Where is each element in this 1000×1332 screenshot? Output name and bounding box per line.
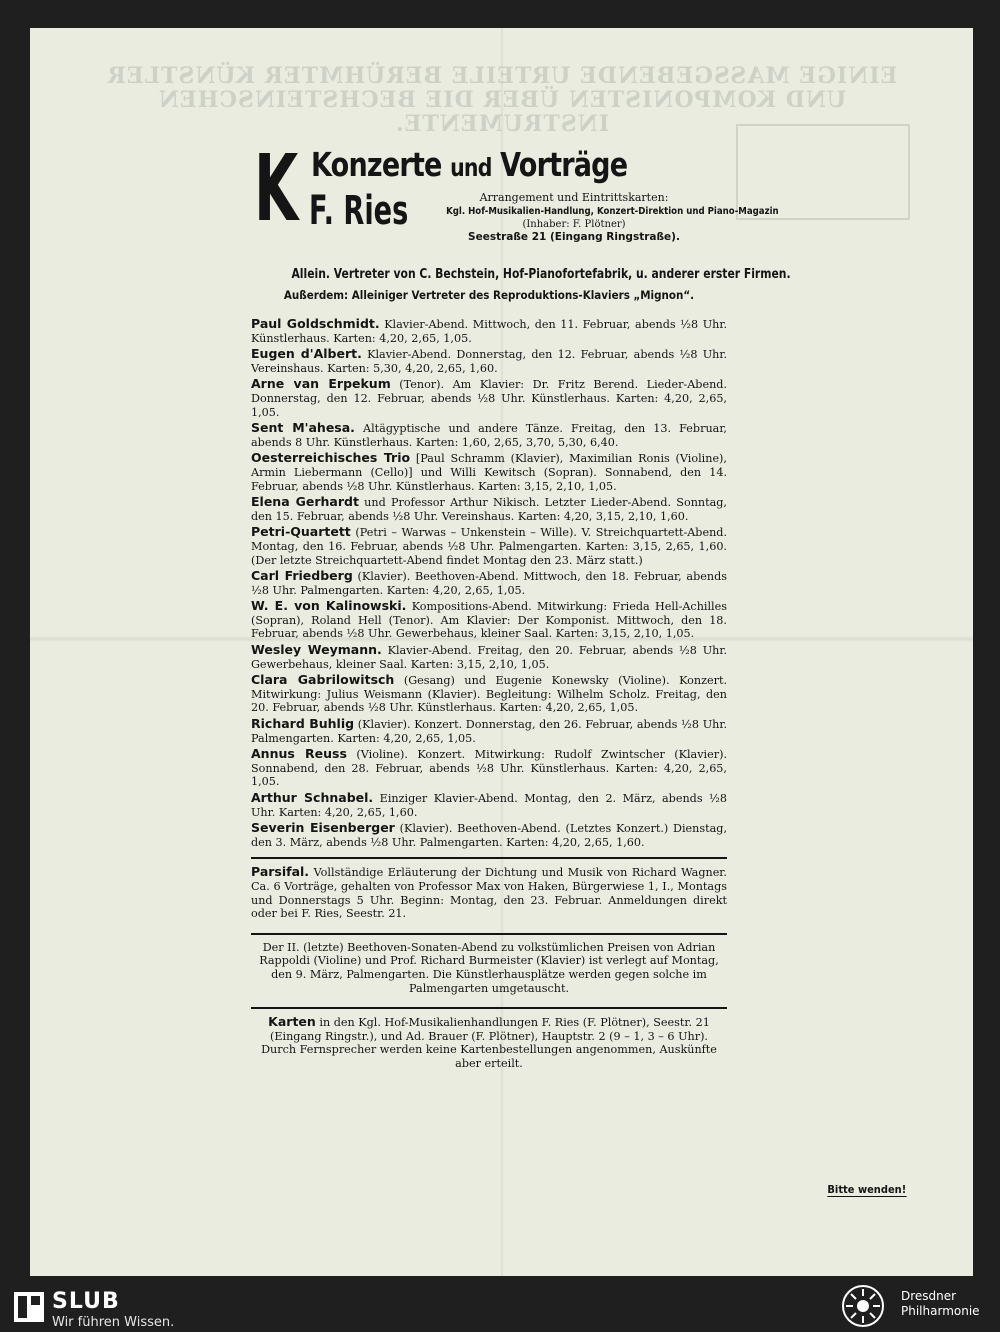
footer-bar — [0, 1276, 1000, 1332]
event-name: Oesterreichisches Trio — [251, 450, 411, 466]
event-entry — [251, 317, 727, 345]
event-entry — [251, 791, 727, 819]
title-und: und — [450, 153, 492, 182]
event-text: (Klavier). Konzert. Donnerstag, den 26. Februar, abends ½8 Uhr. Palmengarten. Karten: 4,20, 2,65, 1,05. — [251, 718, 727, 745]
event-entry — [251, 421, 727, 449]
event-entry — [251, 643, 727, 671]
slub-logo-icon — [14, 1292, 44, 1322]
document-page — [30, 28, 973, 1276]
firm-name: F. Ries — [309, 188, 409, 234]
title-konzerte: Konzerte — [311, 145, 442, 184]
title-vortraege: Vorträge — [500, 145, 628, 184]
slub-name: SLUB — [52, 1289, 120, 1314]
divider — [251, 1007, 727, 1009]
philharmonie-name — [901, 1289, 980, 1319]
event-entry — [251, 451, 727, 493]
event-entry — [251, 673, 727, 715]
event-entry — [251, 821, 727, 849]
event-name: Sent M'ahesa. — [251, 420, 355, 436]
event-name: Petri-Quartett — [251, 524, 351, 540]
event-entry — [251, 717, 727, 745]
ausserdem-line: Außerdem: Alleiniger Vertreter des Reproduktions-Klaviers „Mignon“. — [283, 288, 695, 302]
karten-text: in den Kgl. Hof-Musikalienhandlungen F. Ries (F. Plötner), Seestr. 21 (Eingang Ringstr.), und Ad. Brauer (F. Plötner), Hauptstr. 2 (9 – 1, 3 – 6 Uhr). Durch Fernsprecher werden keine Kartenbestellungen angenommen, Auskünfte aber erteilt. — [261, 1016, 717, 1070]
bitte-wenden-note: Bitte wenden! — [827, 1183, 907, 1196]
main-column — [251, 135, 791, 1071]
philharmonie-line2: Philharmonie — [901, 1304, 980, 1318]
address-line: Seestraße 21 (Eingang Ringstraße). — [468, 231, 680, 243]
divider — [251, 857, 727, 859]
parsifal-notice — [251, 865, 727, 920]
page-title — [311, 145, 627, 188]
event-entry — [251, 495, 727, 523]
event-name: Eugen d'Albert. — [251, 346, 362, 362]
philharmonie-line1: Dresdner — [901, 1289, 957, 1303]
event-entry — [251, 747, 727, 789]
event-name: Elena Gerhardt — [251, 494, 359, 510]
event-text: (Violine). Konzert. Mitwirkung: Rudolf Zwintscher (Klavier). Sonnabend, den 28. Februar, abends ½8 Uhr. Künstlerhaus. Karten: 4,20, 2,65, 1,05. — [251, 748, 728, 789]
letterhead — [251, 135, 779, 273]
vertreter-line: Allein. Vertreter von C. Bechstein, Hof-Pianofortefabrik, u. anderer erster Firmen. — [291, 267, 791, 282]
event-text: Klavier-Abend. Mittwoch, den 11. Februar, abends ½8 Uhr. Künstlerhaus. Karten: 4,20, 2,65, 1,05. — [251, 318, 728, 345]
event-name: Severin Eisenberger — [251, 820, 395, 836]
event-text: Klavier-Abend. Freitag, den 20. Februar, abends ½8 Uhr. Gewerbehaus, kleiner Saal. Karten: 3,15, 2,10, 1,05. — [251, 644, 728, 671]
show-through-headline: EINIGE MASSGEBENDE URTEILE BERÜHMTER KÜNSTLER UND KOMPONISTEN ÜBER DIE BECHSTEINSCHEN INSTRUMENTE. — [106, 63, 898, 137]
event-name: Richard Buhlig — [251, 716, 355, 732]
event-entry — [251, 377, 727, 419]
event-name: Annus Reuss — [251, 746, 347, 762]
divider — [251, 933, 727, 935]
event-text: Klavier-Abend. Donnerstag, den 12. Februar, abends ½8 Uhr. Vereinshaus. Karten: 5,30, 4,20, 2,65, 1,60. — [251, 348, 727, 375]
event-text: (Petri – Warwas – Unkenstein – Wille). V. Streichquartett-Abend. Montag, den 16. Februar, abends ½8 Uhr. Palmengarten. Karten: 3,15, 2,65, 1,60. (Der letzte Streichquartett-Abend findet Montag den 23. März statt.) — [251, 526, 728, 567]
arrangement-line: Arrangement und Eintrittskarten: — [479, 191, 669, 204]
big-initial: K — [254, 135, 297, 242]
event-name: Arne van Erpekum — [251, 376, 391, 392]
parsifal-name: Parsifal. — [251, 864, 310, 880]
event-entry — [251, 569, 727, 597]
parsifal-text: Vollständige Erläuterung der Dichtung und Musik von Richard Wagner. Ca. 6 Vorträge, gehalten von Professor Max von Haken, Bürgerwiese 1, I., Montags und Donnerstags 5 Uhr. Beginn: Montag, den 23. Februar. Anmeldungen direkt oder bei F. Ries, Seestr. 21. — [251, 866, 727, 921]
event-text: Altägyptische und andere Tänze. Freitag, den 13. Februar, abends 8 Uhr. Künstlerhaus. Karten: 1,60, 2,65, 3,70, 5,30, 6,40. — [251, 422, 727, 449]
sonaten-notice: Der II. (letzte) Beethoven-Sonaten-Abend zu volkstümlichen Preisen von Adrian Rappoldi (Violine) und Prof. Richard Burmeister (Klavier) ist verlegt auf Montag, den 9. März, Palmengarten. Die Künstlerhausplätze werden gegen solche im Palmengarten umgetauscht. — [259, 940, 719, 995]
event-text: (Tenor). Am Klavier: Dr. Fritz Berend. Lieder-Abend. Donnerstag, den 12. Februar, abends ½8 Uhr. Künstlerhaus. Karten: 4,20, 2,65, 1,05. — [251, 378, 727, 419]
karten-notice — [251, 1015, 727, 1070]
event-entry — [251, 347, 727, 375]
event-entry — [251, 525, 727, 567]
event-text: (Gesang) und Eugenie Konewsky (Violine). Konzert. Mitwirkung: Julius Weismann (Klavier). Begleitung: Wilhelm Scholz. Freitag, den 20. Februar, abends ½8 Uhr. Künstlerhaus. Karten: 4,20, 2,65, 1,05. — [251, 674, 727, 715]
event-text: (Klavier). Beethoven-Abend. Mittwoch, den 18. Februar, abends ½8 Uhr. Palmengarten. Karten: 4,20, 2,65, 1,05. — [251, 570, 727, 597]
event-text: [Paul Schramm (Klavier), Maximilian Ronis (Violine), Armin Liebermann (Cello)] und Willi Kewitsch (Sopran). Sonnabend, den 14. Februar, abends ½8 Uhr. Künstlerhaus. Karten: 3,15, 2,10, 1,05. — [251, 452, 727, 493]
slub-tagline: Wir führen Wissen. — [52, 1315, 175, 1330]
event-name: Arthur Schnabel. — [251, 790, 374, 805]
firm-info — [419, 191, 779, 244]
event-text: und Professor Arthur Nikisch. Letzter Lieder-Abend. Sonntag, den 15. Februar, abends ½8 Uhr. Vereinshaus. Karten: 4,20, 3,15, 2,10, 1,60. — [251, 496, 727, 523]
event-text: Kompositions-Abend. Mitwirkung: Frieda Hell-Achilles (Sopran), Roland Hell (Tenor). Am Klavier: Der Komponist. Mittwoch, den 18. Februar, abends ½8 Uhr. Gewerbehaus, kleiner Saal. Karten: 3,15, 2,10, 1,05. — [251, 600, 727, 641]
event-name: Carl Friedberg — [251, 568, 353, 584]
event-name: Wesley Weymann. — [251, 642, 382, 658]
hof-line: Kgl. Hof-Musikalien-Handlung, Konzert-Direktion und Piano-Magazin — [446, 206, 779, 217]
philharmonie-logo-icon — [842, 1285, 884, 1327]
inhaber-line: (Inhaber: F. Plötner) — [522, 219, 626, 230]
event-text: Einziger Klavier-Abend. Montag, den 2. März, abends ½8 Uhr. Karten: 4,20, 2,65, 1,60. — [251, 792, 728, 819]
event-name: Clara Gabrilowitsch — [251, 672, 395, 688]
event-entry — [251, 599, 727, 641]
event-text: (Klavier). Beethoven-Abend. (Letztes Konzert.) Dienstag, den 3. März, abends ½8 Uhr. Palmengarten. Karten: 4,20, 2,65, 1,60. — [251, 822, 727, 849]
event-name: W. E. von Kalinowski. — [251, 598, 407, 614]
event-name: Paul Goldschmidt. — [251, 316, 380, 331]
karten-name: Karten — [268, 1014, 316, 1030]
event-list — [251, 317, 727, 849]
